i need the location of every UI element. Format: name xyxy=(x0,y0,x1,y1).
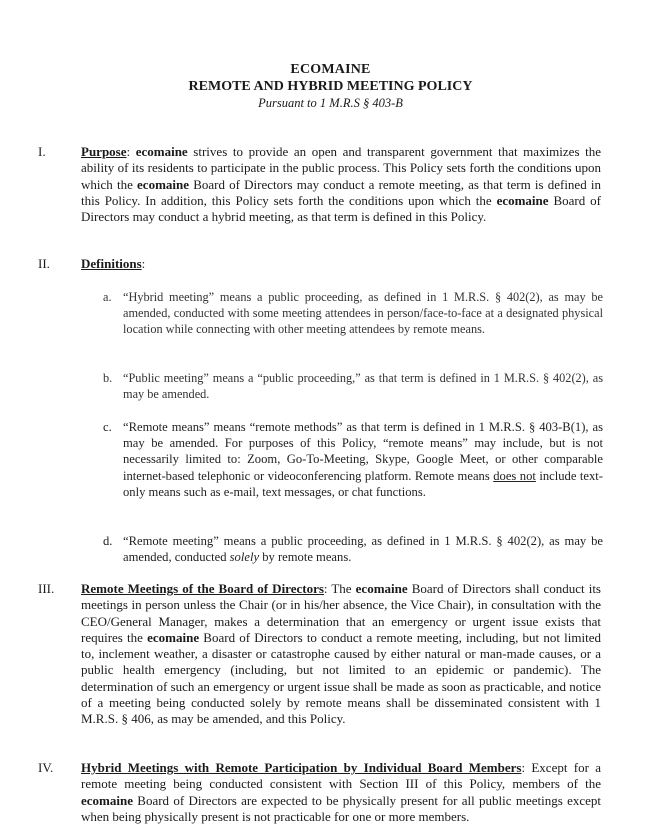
text-run: Board of Directors to conduct a remote meeting, including, but not limited to, inclement weather, a disaster or catastrophe caused by either natural or man-made causes, or a public health emergency (including, but not limited to an epidemic or pandemic). The determination of such an emergency or urgent issue shall be made as soon as practicable, and notice of a meeting being conducted solely by remote means shall be disseminated consistent with 1 M.R.S. § 406, as may be amended, and this Policy. xyxy=(81,629,601,727)
text-run: : The xyxy=(323,581,356,596)
text-run: Board of Directors may conduct a hybrid meeting, as that term is defined in this Policy. xyxy=(81,192,601,225)
org-name: ecomaine xyxy=(135,144,188,159)
text-run: “Remote meeting” means a public proceeding, as defined in 1 M.R.S. § 402(2), as may be amended, conducted xyxy=(123,534,603,565)
definition-public-meeting xyxy=(103,370,603,402)
text-run: : xyxy=(126,144,136,159)
section-text xyxy=(81,256,601,272)
section-heading: Purpose xyxy=(81,144,127,159)
section-text xyxy=(81,144,601,225)
section-heading: Remote Meetings of the Board of Directors xyxy=(81,581,324,596)
text-run: Board of Directors may conduct a remote meeting, as that term is defined in this Policy. In addition, this Policy sets forth the conditions upon which the xyxy=(81,176,601,208)
org-name: ecomaine xyxy=(147,629,200,645)
definition-text: “Public meeting” means a “public proceeding,” as that term is defined in 1 M.R.S. § 402(2), as may be amended. xyxy=(123,371,603,402)
section-heading: Hybrid Meetings with Remote Participation by Individual Board Members xyxy=(81,760,522,775)
section-number: II. xyxy=(38,256,50,271)
text-run: Board of Directors shall conduct its meetings in person unless the Chair (or in his/her absence, the Vice Chair), in consultation with the CEO/General Manager, makes a determination that an emergency or urgent issue exists that requires the xyxy=(81,581,601,645)
section-number: IV. xyxy=(38,760,54,775)
text-run: : Except for a remote meeting being conducted consistent with Section III of this Policy, members of the xyxy=(81,760,601,792)
org-name: ecomaine xyxy=(137,176,190,192)
definition-remote-means xyxy=(103,419,603,500)
section-number: I. xyxy=(38,144,46,159)
document-subtitle: Pursuant to 1 M.R.S § 403-B xyxy=(258,96,403,110)
item-letter: a. xyxy=(103,290,112,304)
emphasis-italic: solely xyxy=(229,550,260,565)
text-run: Board of Directors are expected to be physically present for all public meetings except when being physically present is not practicable for one or more members. xyxy=(81,792,601,824)
text-run: strives to provide an open and transparent government that maximizes the ability of its residents to participate in the public process. This Policy sets forth the conditions upon which the xyxy=(81,144,601,192)
text-run: : xyxy=(141,256,146,271)
definition-remote-meeting xyxy=(103,533,603,565)
section-text xyxy=(81,760,601,825)
section-number: III. xyxy=(38,581,55,596)
text-run: “Remote means” means “remote methods” as that term is defined in 1 M.R.S. § 403-B(1), as may be amended. For purposes of this Policy, “remote means” may include, but is not necessarily limited to: Zoom, Go-To-Meeting, Skype, Google Meet, or other comparable internet-based telephonic or videoconferencing platform. Remote means xyxy=(123,420,603,483)
document-org: ECOMAINE xyxy=(290,62,371,77)
section-heading: Definitions xyxy=(81,256,142,271)
definition-text: “Hybrid meeting” means a public proceeding, as defined in 1 M.R.S. § 402(2), as may be amended, conducted with some meeting attendees in person/face-to-face at a designated physical location while connecting with other meeting attendees by remote means. xyxy=(123,290,603,337)
text-run: by remote means. xyxy=(259,550,352,565)
definition-hybrid-meeting xyxy=(103,289,603,338)
org-name: ecomaine xyxy=(496,192,549,208)
item-letter: b. xyxy=(103,371,113,385)
definition-text xyxy=(123,419,603,500)
section-text xyxy=(81,581,601,728)
item-letter: c. xyxy=(103,420,112,434)
org-name: ecomaine xyxy=(355,581,408,596)
emphasis-underline: does not xyxy=(493,468,536,483)
text-run: include text-only means such as e-mail, text messages, or chat functions. xyxy=(123,468,603,499)
item-letter: d. xyxy=(103,534,113,548)
document-title: REMOTE AND HYBRID MEETING POLICY xyxy=(188,79,473,94)
org-name: ecomaine xyxy=(81,792,133,808)
definition-text xyxy=(123,533,603,565)
